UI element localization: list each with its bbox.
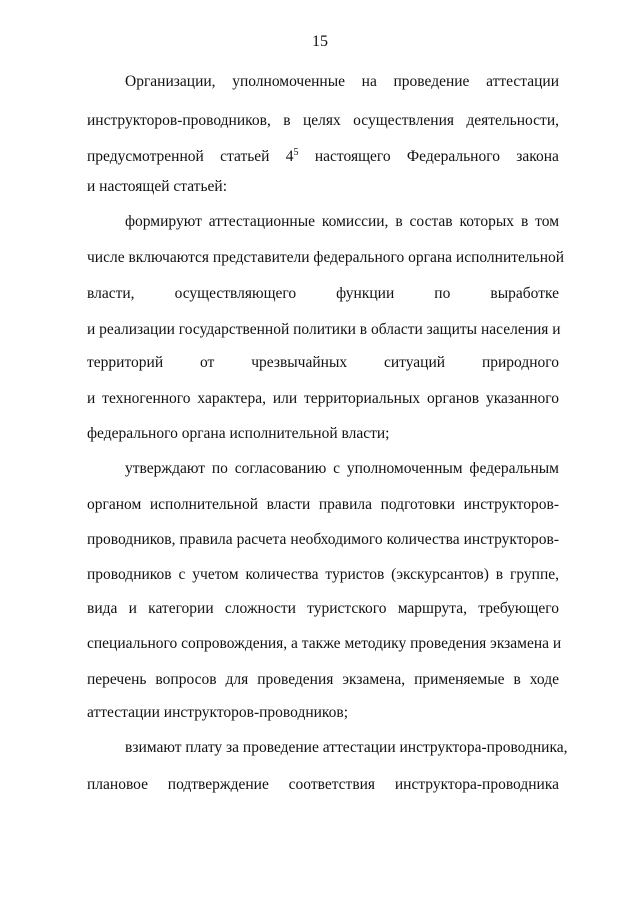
text-line: числе включаются представители федерального органа исполнительной [87, 249, 565, 266]
text-line: специального сопровождения, а также методику проведения экзамена и [87, 635, 562, 652]
text-line: и техногенного характера, или территориальных органов указанного [87, 390, 559, 407]
text-line: Организации, уполномоченные на проведение аттестации [125, 73, 559, 90]
text-line: взимают плату за проведение аттестации инструктора-проводника, [125, 739, 568, 756]
text-line: власти, осуществляющего функции по выработке [87, 285, 559, 302]
page-number: 15 [312, 33, 328, 50]
text-line: проводников с учетом количества туристов (экскурсантов) в группе, [87, 566, 559, 583]
text-line: органом исполнительной власти правила подготовки инструкторов- [87, 496, 559, 513]
text-line: утверждают по согласованию с уполномоченным федеральным [125, 460, 559, 477]
text-line: территорий от чрезвычайных ситуаций природного [87, 354, 559, 371]
text-line [87, 147, 559, 167]
text-line: инструкторов-проводников, в целях осуществления деятельности, [87, 112, 559, 129]
superscript: 5 [293, 146, 299, 158]
text-line: и настоящей статьей: [87, 178, 228, 195]
text-word: $4^5$ [285, 146, 299, 165]
text-line: плановое подтверждение соответствия инструктора-проводника [87, 776, 559, 793]
text-line: и реализации государственной политики в области защиты населения и [87, 321, 561, 338]
text-line: аттестации инструкторов-проводников; [87, 704, 349, 721]
text-line: вида и категории сложности туристского маршрута, требующего [87, 600, 559, 617]
text-line: формируют аттестационные комиссии, в состав которых в том [125, 213, 559, 230]
text-line: федерального органа исполнительной власти; [87, 425, 390, 442]
text-word: статьей [220, 148, 270, 165]
text-line: проводников, правила расчета необходимого количества инструкторов- [87, 531, 559, 548]
text-word: предусмотренной [87, 148, 204, 165]
text-word: Федерального [406, 148, 500, 165]
text-word: настоящего [314, 148, 391, 165]
text-word: закона [516, 148, 559, 165]
text-line: перечень вопросов для проведения экзамена, применяемые в ходе [87, 671, 559, 688]
